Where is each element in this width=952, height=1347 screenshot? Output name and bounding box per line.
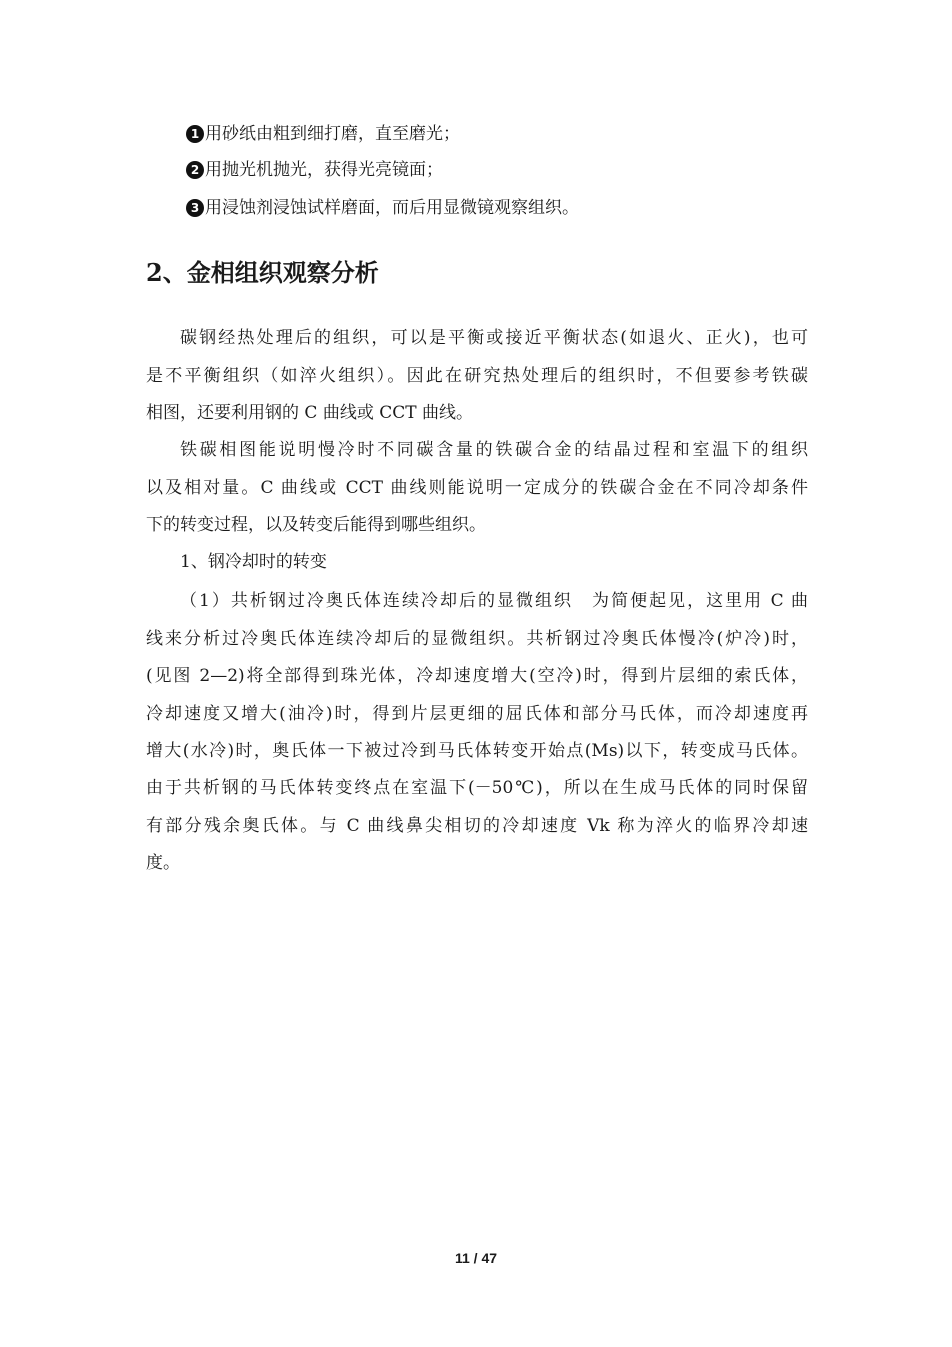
paragraph-line: (见图 2—2)将全部得到珠光体，冷却速度增大(空冷)时，得到片层细的索氏体， <box>146 666 808 686</box>
paragraph-line: （1）共析钢过冷奥氏体连续冷却后的显微组织 为简便起见，这里用 C 曲 <box>180 591 808 611</box>
step-number-badge: 2 <box>186 161 204 179</box>
paragraph-line: 由于共析钢的马氏体转变终点在室温下(－50℃)，所以在生成马氏体的同时保留 <box>146 778 808 798</box>
step-text: 用抛光机抛光，获得光亮镜面； <box>205 160 443 180</box>
subheading: 1、钢冷却时的转变 <box>180 552 327 572</box>
step-2 <box>186 158 443 182</box>
step-number-badge: 3 <box>186 199 204 217</box>
paragraph-line: 度。 <box>146 853 180 873</box>
section-heading: 2、金相组织观察分析 <box>146 258 379 287</box>
step-3 <box>186 196 579 220</box>
step-number-badge: 1 <box>186 125 204 143</box>
step-text: 用浸蚀剂浸蚀试样磨面，而后用显微镜观察组织。 <box>205 198 579 218</box>
paragraph-line: 铁碳相图能说明慢冷时不同碳含量的铁碳合金的结晶过程和室温下的组织 <box>180 440 808 460</box>
step-text: 用砂纸由粗到细打磨，直至磨光； <box>205 124 460 144</box>
paragraph-line: 碳钢经热处理后的组织，可以是平衡或接近平衡状态(如退火、正火)，也可 <box>180 328 808 348</box>
paragraph-line: 线来分析过冷奥氏体连续冷却后的显微组织。共析钢过冷奥氏体慢冷(炉冷)时， <box>146 629 808 649</box>
paragraph-line: 增大(水冷)时，奥氏体一下被过冷到马氏体转变开始点(Ms)以下，转变成马氏体。 <box>146 741 808 761</box>
page-number: 11 / 47 <box>454 1250 498 1266</box>
paragraph-line: 下的转变过程，以及转变后能得到哪些组织。 <box>146 515 486 535</box>
paragraph-line: 有部分残余奥氏体。与 C 曲线鼻尖相切的冷却速度 Vk 称为淬火的临界冷却速 <box>146 816 808 836</box>
paragraph-line: 是不平衡组织（如淬火组织）。因此在研究热处理后的组织时，不但要参考铁碳 <box>146 366 808 386</box>
paragraph-line: 以及相对量。C 曲线或 CCT 曲线则能说明一定成分的铁碳合金在不同冷却条件 <box>146 478 808 498</box>
paragraph-line: 冷却速度又增大(油冷)时，得到片层更细的屈氏体和部分马氏体，而冷却速度再 <box>146 704 808 724</box>
paragraph-line: 相图，还要利用钢的 C 曲线或 CCT 曲线。 <box>146 403 473 423</box>
step-1 <box>186 122 460 146</box>
